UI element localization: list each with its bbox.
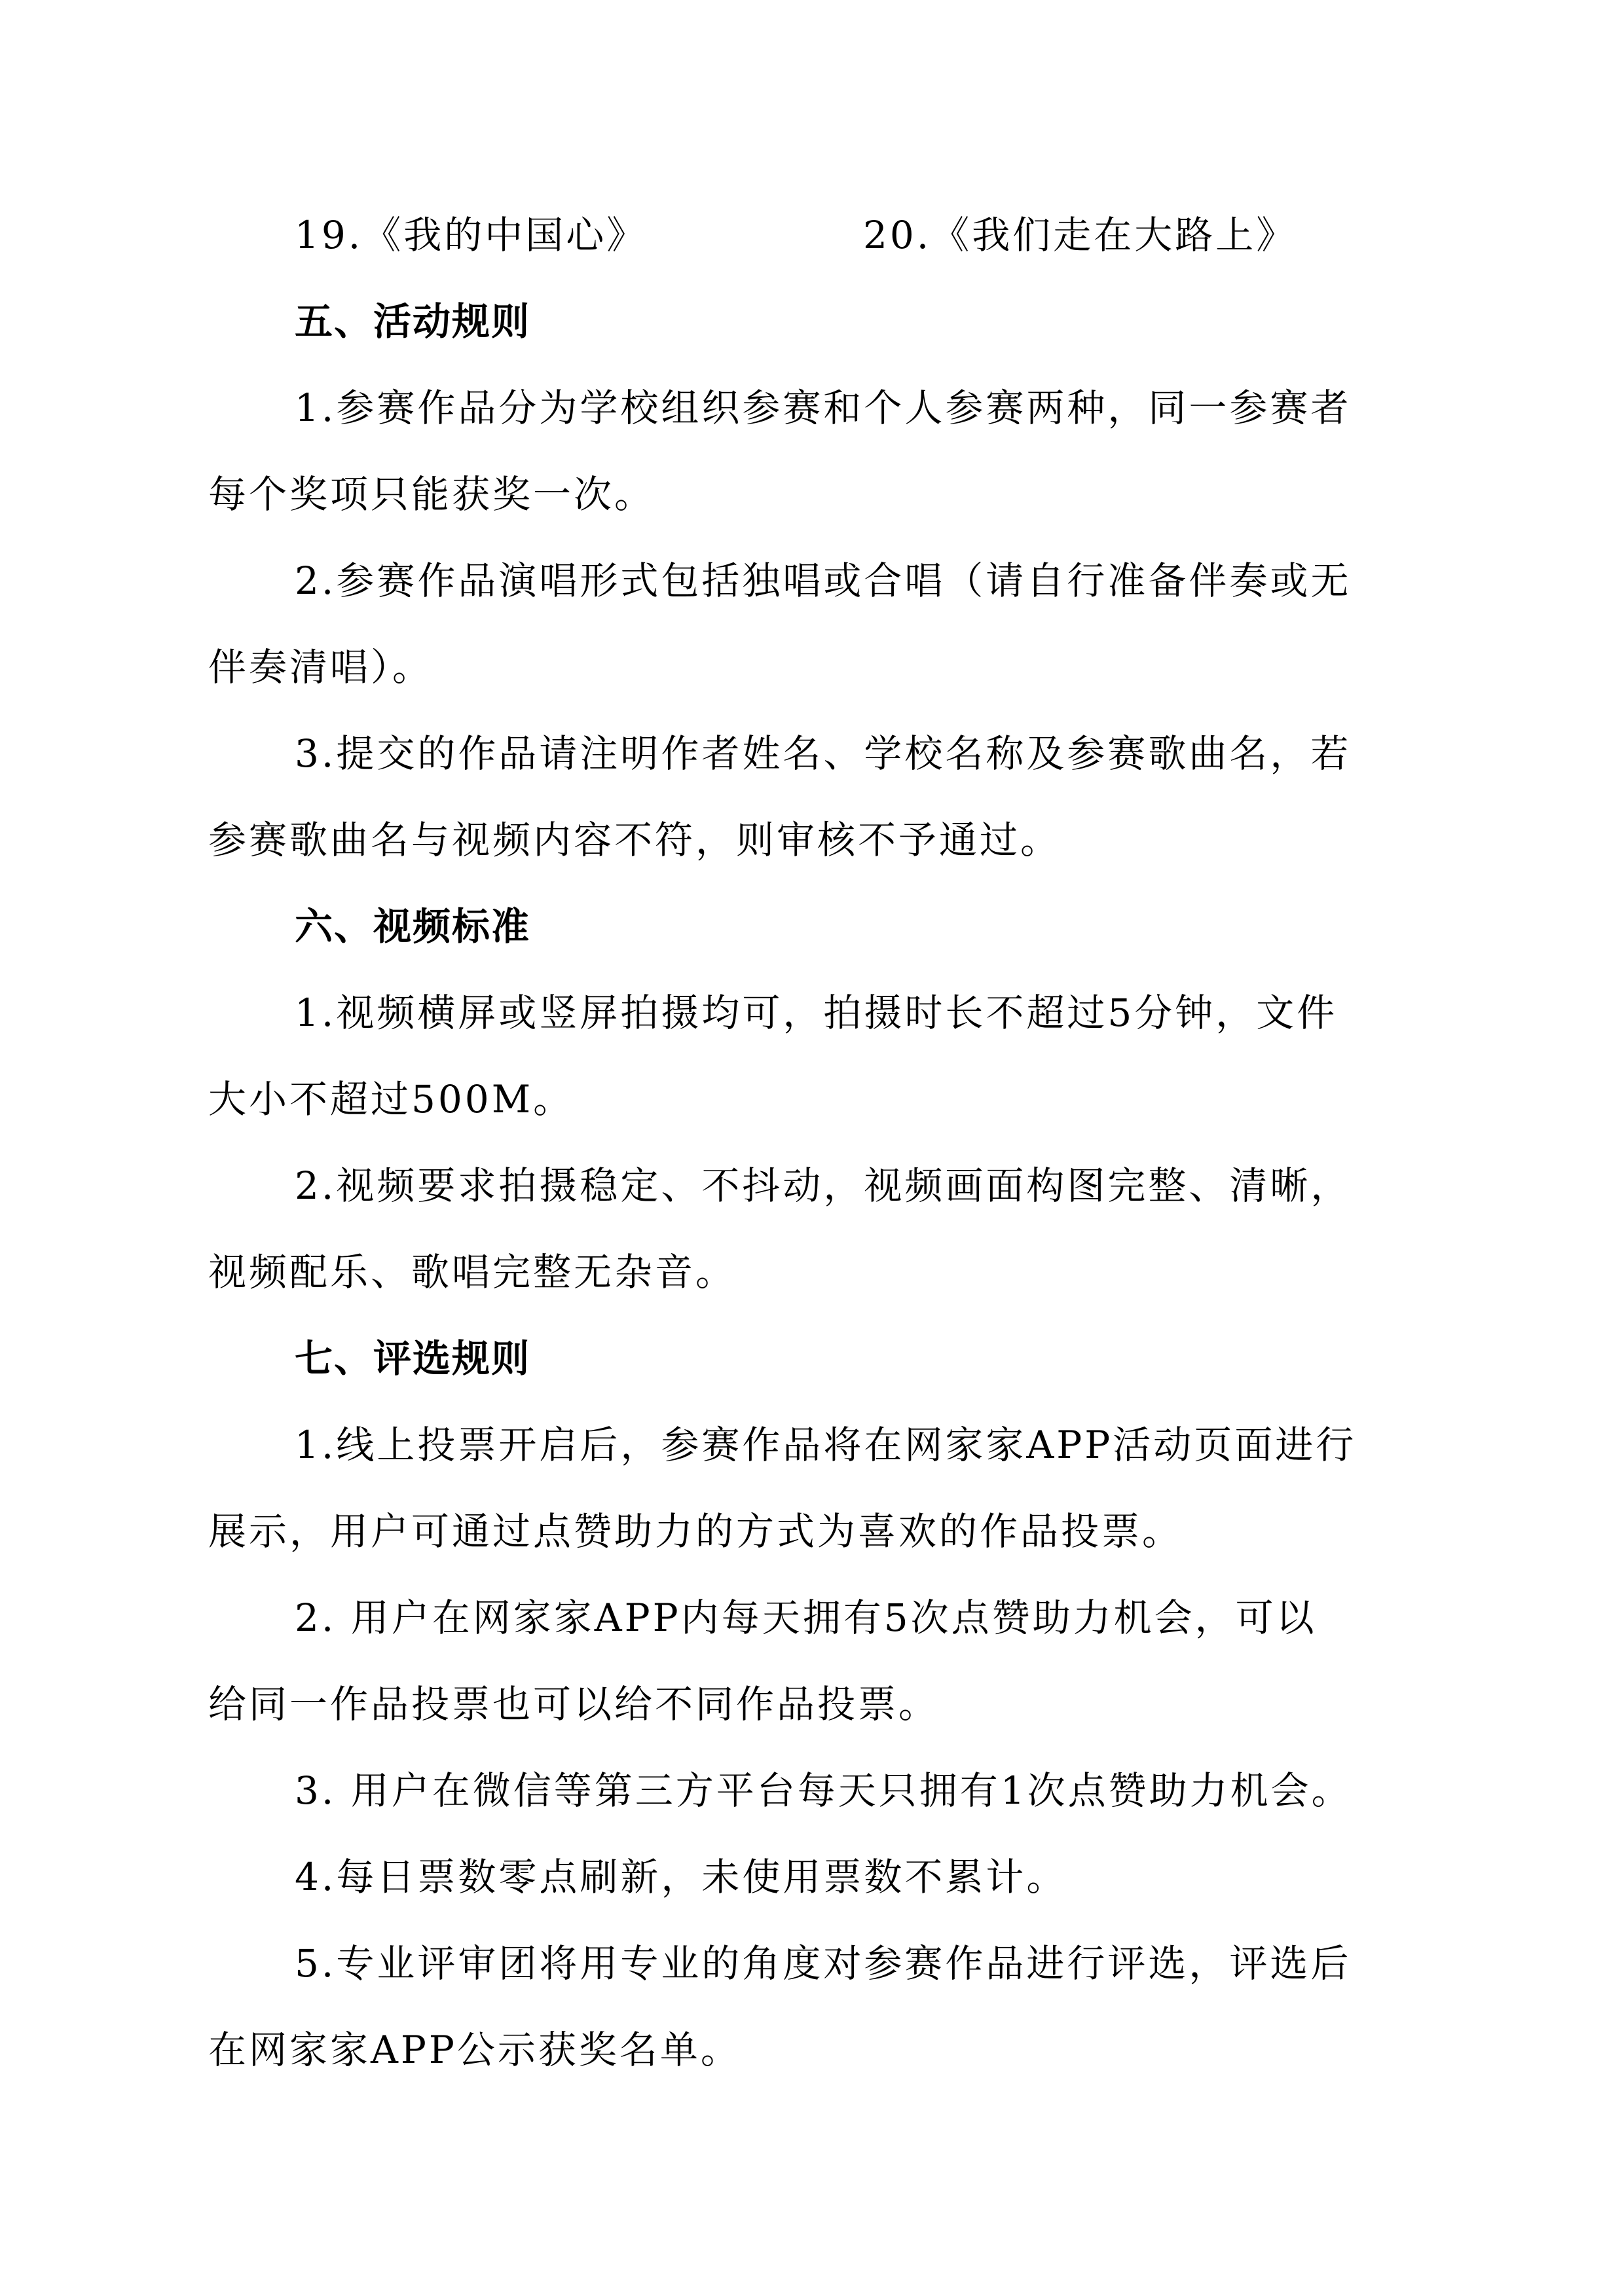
section-7-paragraph-2: 2. 用户在网家家APP内每天拥有5次点赞助力机会，可以 <box>295 1595 1317 1640</box>
section-5-paragraph-1-text: 1.参赛作品分为学校组织参赛和个人参赛两种，同一参赛者 <box>295 386 1352 430</box>
section-5-paragraph-1 <box>295 382 1351 433</box>
section-5-paragraph-2-cont: 伴奏清唱）。 <box>208 645 434 689</box>
section-6-paragraph-1: 1.视频横屏或竖屏拍摄均可，拍摄时长不超过5分钟，文件 <box>295 991 1338 1035</box>
section-6-paragraph-2-cont: 视频配乐、歌唱完整无杂音。 <box>208 1250 737 1294</box>
section-5-paragraph-2: 2.参赛作品演唱形式包括独唱或合唱（请自行准备伴奏或无 <box>295 558 1352 603</box>
section-5-paragraph-1-cont: 每个奖项只能获奖一次。 <box>208 472 655 517</box>
section-5-paragraph-3-cont: 参赛歌曲名与视频内容不符，则审核不予通过。 <box>208 818 1061 862</box>
section-7-paragraph-2-cont: 给同一作品投票也可以给不同作品投票。 <box>208 1682 940 1726</box>
section-6-paragraph-2: 2.视频要求拍摄稳定、不抖动，视频画面构图完整、清晰， <box>295 1163 1352 1208</box>
section-7-heading: 七、评选规则 <box>295 1336 531 1381</box>
section-7-paragraph-5: 5.专业评审团将用专业的角度对参赛作品进行评选，评选后 <box>295 1941 1352 1986</box>
song-item-20: 20.《我们走在大路上》 <box>863 213 1297 257</box>
section-7-paragraph-4: 4.每日票数零点刷新，未使用票数不累计。 <box>295 1855 1067 1899</box>
section-7-paragraph-5-cont: 在网家家APP公示获奖名单。 <box>208 2028 741 2072</box>
section-6-heading: 六、视频标准 <box>295 904 531 949</box>
song-item-19: 19.《我的中国心》 <box>295 213 648 257</box>
section-7-paragraph-3: 3. 用户在微信等第三方平台每天只拥有1次点赞助力机会。 <box>295 1768 1352 1813</box>
section-7-paragraph-1: 1.线上投票开启后，参赛作品将在网家家APP活动页面进行 <box>295 1423 1357 1467</box>
section-5-paragraph-3: 3.提交的作品请注明作者姓名、学校名称及参赛歌曲名，若 <box>295 731 1352 776</box>
section-7-paragraph-1-cont: 展示，用户可通过点赞助力的方式为喜欢的作品投票。 <box>208 1509 1183 1554</box>
section-6-paragraph-1-cont: 大小不超过500M。 <box>208 1077 574 1121</box>
section-5-heading: 五、活动规则 <box>295 299 531 344</box>
